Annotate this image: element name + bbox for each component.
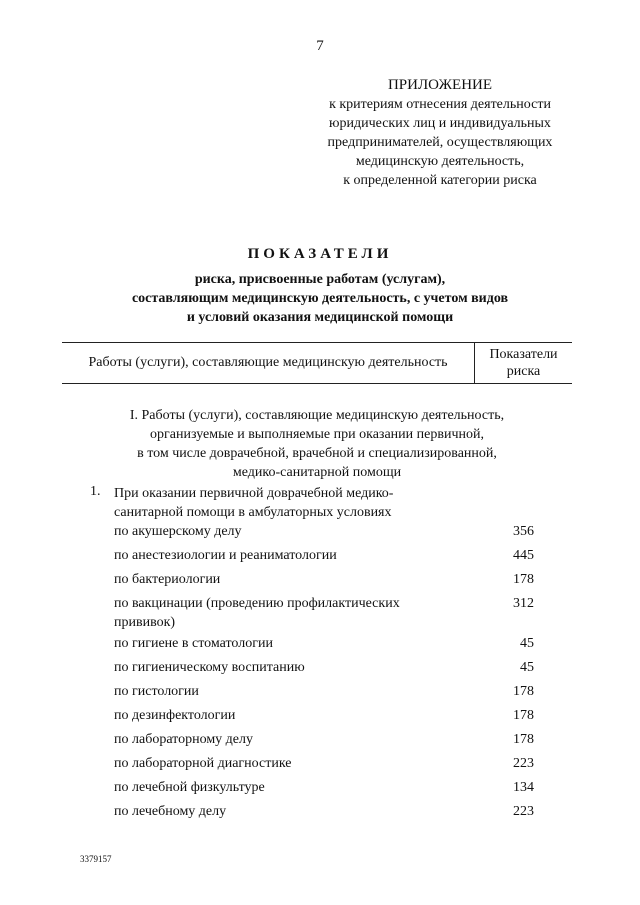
row-label: по лечебной физкультуре <box>114 780 265 795</box>
risk-rows <box>114 522 534 826</box>
table-row <box>114 778 534 802</box>
table-header-risk-line: риска <box>506 364 541 379</box>
row-label: по гигиеническому воспитанию <box>114 660 305 675</box>
table-row <box>114 802 534 826</box>
appendix-line: к определенной категории риска <box>343 173 537 188</box>
table-row <box>114 634 534 658</box>
row-value: 356 <box>513 524 534 539</box>
section-line: организуемые и выполняемые при оказании первичной, <box>150 427 484 442</box>
subtitle-line: риска, присвоенные работам (услугам), <box>194 272 446 287</box>
table-row <box>114 658 534 682</box>
row-label: по бактериологии <box>114 572 221 587</box>
table-header-works-text: Работы (услуги), составляющие медицинскую деятельность <box>88 355 448 370</box>
table-row <box>114 706 534 730</box>
section-line: медико-санитарной помощи <box>232 465 402 480</box>
table-header-risk <box>475 346 572 380</box>
section-line: I. Работы (услуги), составляющие медицинскую деятельность, <box>129 408 505 423</box>
subtitle-line: составляющим медицинскую деятельность, с учетом видов <box>131 291 509 306</box>
row-value: 178 <box>513 684 534 699</box>
row-value: 312 <box>513 596 534 611</box>
section-heading <box>62 406 572 482</box>
row-label: по гигиене в стоматологии <box>114 636 273 651</box>
row-value: 223 <box>513 756 534 771</box>
row-value: 445 <box>513 548 534 563</box>
table-row <box>114 754 534 778</box>
item-title-line: санитарной помощи в амбулаторных условиях <box>114 505 392 520</box>
row-label: по дезинфектологии <box>114 708 236 723</box>
table-header-bottom-rule <box>62 383 572 384</box>
footer-code: 3379157 <box>80 854 112 864</box>
item-title-line: При оказании первичной доврачебной медико- <box>114 486 394 501</box>
appendix-line: медицинскую деятельность, <box>355 154 525 169</box>
row-value: 178 <box>513 708 534 723</box>
row-value: 178 <box>513 732 534 747</box>
document-subtitle <box>0 270 640 327</box>
row-label: по гистологии <box>114 684 199 699</box>
appendix-line: предпринимателей, осуществляющих <box>327 135 553 150</box>
table-header-works <box>62 342 474 384</box>
row-value: 223 <box>513 804 534 819</box>
table-row <box>114 546 534 570</box>
appendix-heading: ПРИЛОЖЕНИЕ <box>387 77 493 93</box>
appendix-line: к критериям отнесения деятельности <box>329 97 551 112</box>
table-row <box>114 730 534 754</box>
page-number: 7 <box>316 38 324 54</box>
section-line: в том числе доврачебной, врачебной и специализированной, <box>137 446 497 461</box>
subtitle-line: и условий оказания медицинской помощи <box>186 310 454 325</box>
row-label: по вакцинации (проведению профилактических прививок) <box>114 596 400 630</box>
row-value: 178 <box>513 572 534 587</box>
row-value: 45 <box>520 660 534 675</box>
table-header-risk-line: Показатели <box>489 347 558 362</box>
document-title: ПОКАЗАТЕЛИ <box>247 246 393 262</box>
appendix-block <box>290 76 590 190</box>
table-row <box>114 682 534 706</box>
row-value: 45 <box>520 636 534 651</box>
row-label: по акушерскому делу <box>114 524 242 539</box>
appendix-line: юридических лиц и индивидуальных <box>329 116 551 131</box>
table-header <box>62 342 572 384</box>
item-number: 1. <box>90 484 101 499</box>
table-row <box>114 522 534 546</box>
table-row <box>114 570 534 594</box>
row-label: по лабораторному делу <box>114 732 254 747</box>
table-row <box>114 594 534 634</box>
row-label: по лабораторной диагностике <box>114 756 292 771</box>
row-label: по анестезиологии и реаниматологии <box>114 548 337 563</box>
item-title <box>114 484 494 522</box>
row-value: 134 <box>513 780 534 795</box>
row-label: по лечебному делу <box>114 804 227 819</box>
